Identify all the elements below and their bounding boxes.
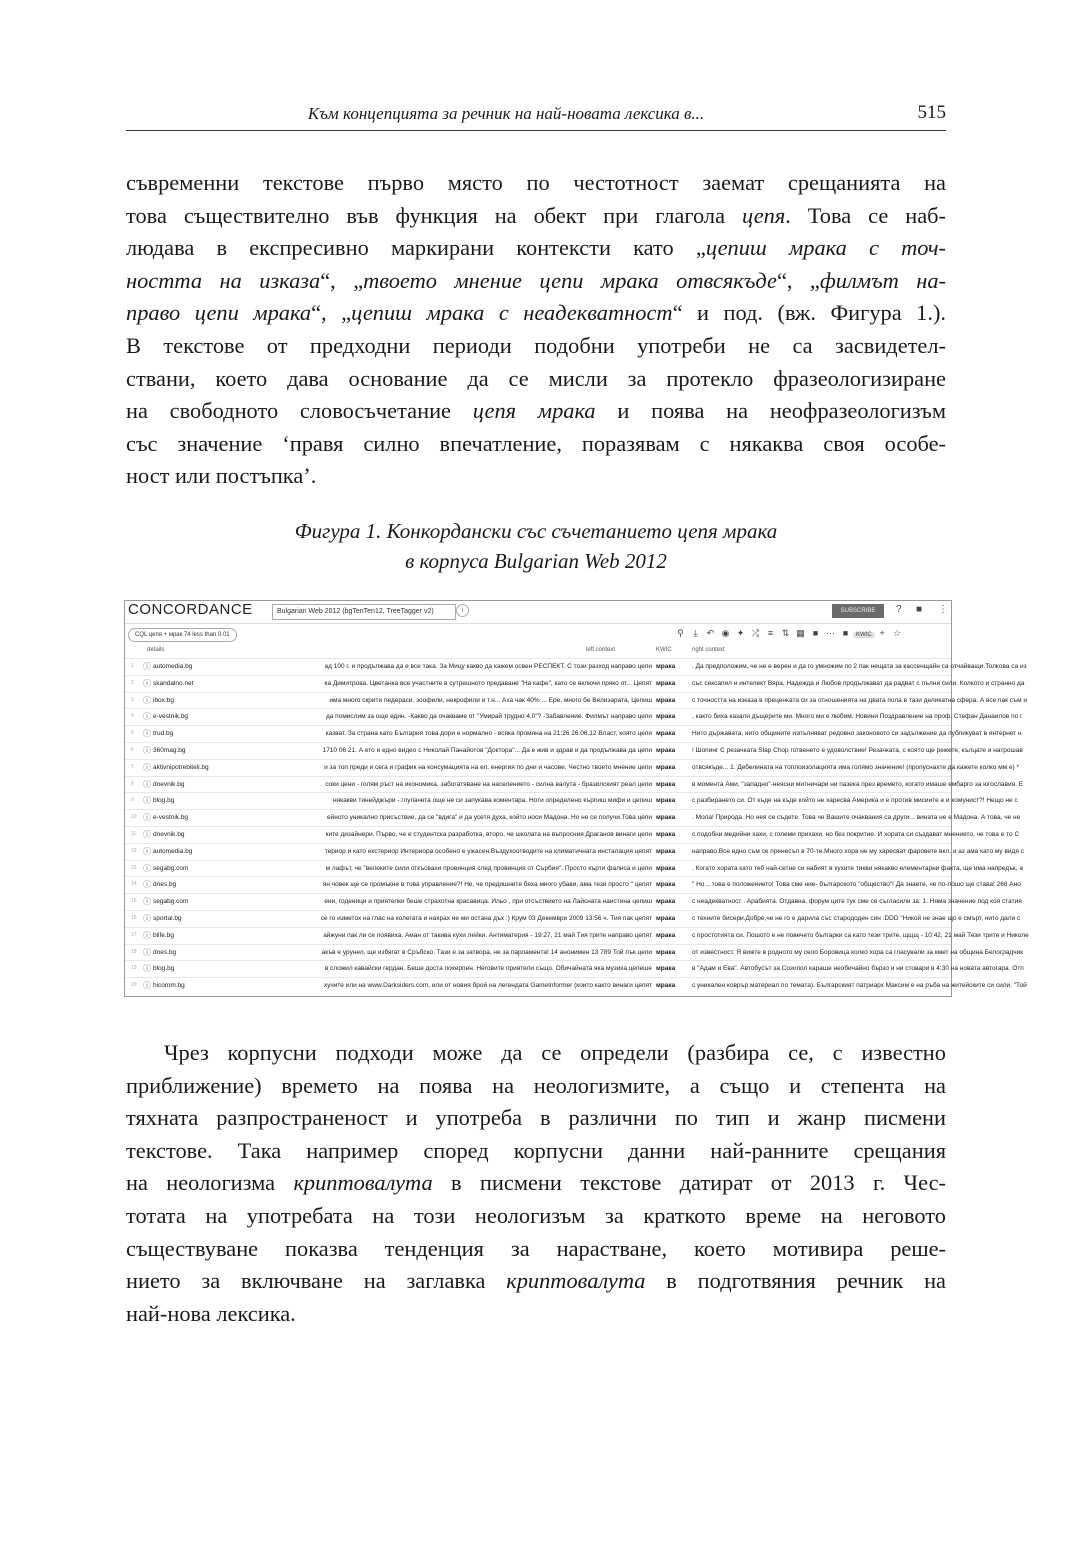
flag-icon: ■ <box>916 604 923 615</box>
kwic-token: мрака <box>656 847 676 855</box>
paragraph1-line <box>126 297 946 330</box>
italic-term: право цепи мрака <box>126 300 312 326</box>
download-icon: ⤓ <box>693 628 698 638</box>
concordance-row <box>125 910 1021 927</box>
source-site: dnevnik.bg <box>153 830 185 838</box>
concordance-row <box>125 792 1018 809</box>
text-run: съществуване показва тенденция за нарастване, което мотивира реше- <box>126 1235 946 1261</box>
paragraph2-line <box>126 1200 946 1233</box>
source-site: hicomm.bg <box>153 982 185 990</box>
text-run: съвременни текстове първо място по честотност заемат срещанията на <box>126 170 946 195</box>
kwic-token: мрака <box>656 763 676 771</box>
corpus-selector: Bulgarian Web 2012 (bgTenTen12, TreeTagger v2) <box>272 604 456 620</box>
kwic-token: мрака <box>656 814 676 822</box>
paragraph-2 <box>126 1037 946 1330</box>
text-run: на неологизма <box>126 1170 294 1196</box>
info-icon: ⓘ <box>143 930 151 940</box>
kwic-token: мрака <box>656 931 676 939</box>
text-run: “, „ <box>776 267 820 293</box>
kwic-dropdown: KWIC <box>853 632 875 638</box>
right-context: в момента Ами, "западно"-неясни митничари ни пазека през времето, когато имаше ембарго за югославия. Е <box>692 780 1024 788</box>
kwic-token: мрака <box>656 864 676 872</box>
help-icon: ? <box>896 604 902 615</box>
right-context: с техните бисери.Добре,че не го е дарила със старододен син :DDD "Никой не знае що е смърт, нито дали с <box>692 914 1021 922</box>
row-number: 4 <box>131 713 134 720</box>
subscribe-button: SUBSCRIBE <box>832 604 884 618</box>
kwic-token: мрака <box>656 914 676 922</box>
left-context: казват. За страна като България това дори е нормално - всяка промяна на 21:26 26.06.12 Власт, която цепи <box>325 730 652 738</box>
source-site: segabg.com <box>153 898 189 906</box>
paragraph1-line <box>126 330 946 363</box>
info-icon: ⓘ <box>143 762 151 772</box>
info-icon: ⓘ <box>143 813 151 823</box>
kwic-token: мрака <box>656 948 676 956</box>
info-icon: ⓘ <box>143 779 151 789</box>
left-context: акъв е урунел, ще избягат в Сръбско. Тази е за затвора, не за парламента! 14 анонимен 13 789 Той пък цепи <box>321 948 652 956</box>
text-run: в подготвяния речник на <box>645 1268 946 1294</box>
italic-term: ността на изказа <box>126 267 321 293</box>
paragraph1-line <box>126 460 946 493</box>
figure-caption-line-1: Фигура 1. Конкордански със съчетанието цепя мрака <box>294 519 778 543</box>
right-context: отвсякъде... 1. Дебелината на топлоизолацията има голямо значение! (пропуснахте да кажете колко мм е) * <box>692 763 1020 771</box>
right-context: направо.Все едно съм се пренесъл в 70-те.Много хора не му харесват фаровете вкл. и аз ама като му видя с <box>692 847 1024 855</box>
source-site: e-vestnik.bg <box>153 713 189 721</box>
row-number: 16 <box>131 914 137 921</box>
right-context: " Но... това е положението! Това сме ние- българското "общество"! Да знаете, че по-лошо ще става! 268 Ано <box>692 881 1021 889</box>
right-context: с простотията си. Пошото е не повечето българки са като тези трите. щщщ - 10:42, 21 май Тези трите и Николе <box>692 931 1029 939</box>
paragraph2-line <box>126 1070 946 1103</box>
source-site: blog.bg <box>153 797 175 805</box>
text-run: това съществително във функция на обект при глагола <box>126 202 742 228</box>
left-context: м лафът, че "велеките сили откъсвахи провинция след провинция от Сърбия". Просто кърти фалнса и цепи <box>325 864 652 872</box>
info-icon: ⓘ <box>143 863 151 873</box>
query-chip: CQL цепя + мрак 74 less than 0.01 <box>128 628 237 642</box>
kwic-token: мрака <box>656 746 676 754</box>
header-kwic: KWIC <box>656 647 672 653</box>
concordance-row <box>125 809 1021 826</box>
concordance-rows <box>125 658 1029 994</box>
concordance-row <box>125 776 1024 793</box>
paragraph1-line <box>126 232 946 265</box>
info-icon: ⓘ <box>143 712 151 722</box>
left-context: ейното уникално присъствие, да се "вдига" и да усетя духа, който носи Мадона. Но не се получи.Това цепи <box>327 814 652 822</box>
right-context: ! Шопинг С резачката Slap Chop готвенето е удоволствие! Резачката, с която ще режете, кълцате и натрошав <box>692 746 1023 754</box>
text-run: тяхната разпространеност и употреба в различни по тип и жанр писмени <box>126 1105 946 1131</box>
paragraph2-line <box>126 1298 946 1331</box>
left-context: 1710 06 21. А ето и едно видео с Николай Панайотов "Доктора"... Да е жив и здрав и да продължава да цепи <box>322 746 652 754</box>
info-icon: ⓘ <box>143 662 151 671</box>
source-site: trud.bg <box>153 730 174 738</box>
info-icon: ⓘ <box>143 981 151 991</box>
paragraph1-line <box>126 363 946 396</box>
concordance-row <box>125 893 1022 910</box>
left-context: соки цени - голям ръст на икономика, забогатяване на населението - силна валута - бразилският реал цепи <box>325 780 652 788</box>
right-context: с уникален коврър материал по темата). Българският патриарх Максим е на ръба на житейските си сили. "Той <box>692 982 1027 990</box>
right-context: , както биха казали дъщерите ми. Много ми е любим. Новини Поздравление на проф. Стефан Данаилов по г <box>692 713 1023 721</box>
info-icon: ⓘ <box>143 829 151 839</box>
left-context: някакви тинейджъри - глупачета още не си запукава коментара. Ноти определено кърпиш мифи и цепиш <box>332 797 652 805</box>
row-number: 19 <box>131 965 137 972</box>
info-icon: i <box>456 604 469 617</box>
paragraph1-line <box>126 167 946 200</box>
source-site: dnes.bg <box>153 948 177 956</box>
concordance-row <box>125 826 1020 843</box>
concordance-row <box>125 675 1025 692</box>
info-icon: ⓘ <box>143 745 151 755</box>
concordance-row <box>125 658 1027 675</box>
right-context: от известност. Я вижте в родното му село Боровица колко хора са гласували за кмет на община Белоградчик <box>692 948 1024 956</box>
text-run: със значение ‘правя силно впечатление, поразявам с някаква своя особе- <box>126 430 946 456</box>
text-run: текстове. Така например според корпусни данни най-ранните срещания <box>126 1137 946 1163</box>
row-number: 17 <box>131 931 137 938</box>
paragraph-1 <box>126 167 946 493</box>
right-context: . Да предположим, че не е верен и да го умножим по 2 пак нещата за кассенщайн са отчайващи.Толкова са из <box>692 663 1027 670</box>
left-context: се го изметох на глас на колегата и нахрах не ми остана дъх :) Крум 03 Декември 2009 13:56 ч. Тия пак цепят <box>320 914 652 922</box>
header-details: details <box>147 647 165 653</box>
row-number: 3 <box>131 696 134 703</box>
left-context: териор и като екстериор Интериора особено е ужасен.Въздухоотводите на климатичната инсталация цепят <box>324 847 652 855</box>
kwic-token: мрака <box>656 780 676 788</box>
text-run: “, „ <box>320 267 364 293</box>
left-context: ад 100 г. и продължава да е все така. За Мицу какво да кажем освен РЕСПЕКТ. С този разход направо цепи <box>324 663 652 670</box>
italic-term: цепиш мрака с неадекватност <box>351 300 673 326</box>
concordance-row <box>125 843 1024 860</box>
figure-caption <box>126 516 946 576</box>
left-context: ян човек ще се промъкне в това управление?! Не, че предишните бяха много убави, ама тези просто " цепят <box>322 881 652 889</box>
kwic-token: мрака <box>656 663 676 670</box>
concordance-row <box>125 977 1027 994</box>
source-site: segabg.com <box>153 864 189 872</box>
concordance-logo: CONCORDANCE <box>128 601 253 618</box>
kwic-token: мрака <box>656 696 676 704</box>
info-icon: ⓘ <box>143 964 151 974</box>
shuffle-icon: ⤮ <box>751 628 760 638</box>
running-head-title: Към концепцията за речник на най-новата лексика в... <box>307 104 705 123</box>
text-run: на свободното словосъчетание <box>126 398 473 424</box>
left-context: хучите или на www.Darksiders.com, или от новия брой на легендата GameInformer (които както винаги цепят <box>323 982 652 990</box>
stop-icon: ■ <box>812 628 819 638</box>
undo-icon: ↶ <box>706 628 715 638</box>
dots-icon: ⋯ <box>826 628 835 638</box>
right-context: . Когато хората като теб най-сетне си набият в кухите тикви някакво елементарни факта, ще има напредък, а <box>692 864 1023 872</box>
gear-icon: ✦ <box>736 628 745 638</box>
italic-term: цепя <box>741 202 786 228</box>
text-run: тотата на употребата на този неологизъм за краткото време на неговото <box>126 1202 946 1228</box>
kwic-token: мрака <box>656 881 676 889</box>
paragraph2-line <box>126 1167 946 1200</box>
left-context: ени, годеници и приятелки беше страхотна красавица. Ильо , при отсъствието на Лайсната наистина цепиш <box>324 898 652 906</box>
paragraph1-line <box>126 200 946 233</box>
source-site: blife.bg <box>153 931 174 939</box>
source-site: dnes.bg <box>153 881 177 889</box>
kwic-token: мрака <box>656 830 676 838</box>
italic-term: цепя мрака <box>472 398 596 424</box>
text-run: най-нова лексика. <box>126 1300 296 1326</box>
row-number: 8 <box>131 780 134 787</box>
kwic-token: мрака <box>656 898 676 906</box>
kwic-token: мрака <box>656 982 676 990</box>
right-context: със сексапил и интелект Вяра, Надежда и Любов продължават да радват с пълни сили. Колкото и странно да <box>692 679 1025 687</box>
paragraph2-line <box>126 1233 946 1266</box>
left-context: айжуни пак ли се появиха. Аман от такива кухи лейки. Антиматерия - 19:27, 21 май Тия трите направо цепят <box>323 931 652 939</box>
left-context: да помислим за още един. -Какво да очакваме от "Умирай трудно 4.0"? -Забавление. Филмът направо цепи <box>325 713 652 721</box>
page-number: 515 <box>917 102 946 123</box>
left-context: ка Димитрова. Цветанка все участните в сутрешното предаване "На кафе", като се включи пряко от... Цепят <box>324 679 652 687</box>
source-site: dnevnik.bg <box>153 780 185 788</box>
concordance-row <box>125 944 1024 961</box>
kwic-token: мрака <box>656 713 676 721</box>
text-run: “, „ <box>311 300 352 326</box>
sort-icon: ⇅ <box>781 628 790 638</box>
italic-term: филмът на- <box>819 267 946 293</box>
concordance-row <box>125 876 1021 893</box>
paragraph1-line <box>126 395 946 428</box>
source-site: aktivnipotrebiteli.bg <box>153 763 209 771</box>
info-icon: ⓘ <box>143 897 151 907</box>
left-context: ките дизайнери. Първо, че е студентска разработка, второ, че школата на въпросния Драганов винаги цепи <box>325 830 652 838</box>
concordance-figure <box>124 600 1029 997</box>
kwic-token: мрака <box>656 730 676 738</box>
row-number: 15 <box>131 898 137 905</box>
source-site: 360mag.bg <box>153 746 186 754</box>
right-context: в "Адам и Ева". Автобусът за Созопол караше необичайно бързо и ни стовари в 4:30 на новата автогара. Отп <box>692 965 1024 973</box>
header-left-context: left context <box>586 647 616 653</box>
row-number: 7 <box>131 763 134 770</box>
plus-icon: + <box>879 628 885 638</box>
italic-term: твоето мнение цепи мрака отвсякъде <box>363 267 777 293</box>
paragraph2-line <box>126 1135 946 1168</box>
concordance-row <box>125 725 1022 742</box>
kwic-token: мрака <box>656 965 676 973</box>
italic-term: криптовалута <box>506 1268 646 1294</box>
source-site: e-vestnik.bg <box>153 814 189 822</box>
row-number: 13 <box>131 864 137 871</box>
view-icon: ◉ <box>721 628 730 638</box>
source-site: skandalno.net <box>153 679 194 687</box>
paragraph2-line <box>126 1037 946 1070</box>
square-icon: ■ <box>842 628 849 638</box>
paragraph2-line <box>126 1265 946 1298</box>
row-number: 1 <box>131 663 134 669</box>
concordance-row <box>125 927 1029 944</box>
row-number: 9 <box>131 797 134 804</box>
left-context: и за топ преди и сега и график на консумацията на ел. енергия по дни и часове. Честно твоето мнение цепи <box>324 763 652 771</box>
right-context: с неадекватност . Арабията. Отдавна, форум ците тук сме се съгласили за: 1. Няма значение под коя статия <box>692 898 1022 906</box>
row-number: 18 <box>131 948 137 955</box>
text-run: “ и под. (вж. Фигура 1.). <box>672 300 946 326</box>
row-number: 11 <box>131 830 137 837</box>
kwic-token: мрака <box>656 679 676 687</box>
concordance-row <box>125 759 1020 776</box>
left-context: в сложил кавайски гердан. Беше доста похерпен. Неговите приятели също. Обичайната яка музика цепеше <box>324 965 652 973</box>
info-icon: ⓘ <box>143 796 151 806</box>
columns-icon: ▦ <box>796 628 805 638</box>
source-site: sportal.bg <box>153 914 182 922</box>
right-context: с точността на изказа в преценката си за отношенията на двата пола в тази деликатна сфера. А все пак съм и <box>692 696 1028 704</box>
concordance-row <box>125 708 1023 725</box>
paragraph2-line <box>126 1102 946 1135</box>
right-context: . Мола! Природа. Но нея се съдете. Това че Вашите очаквания са други... вината не е Мадона. А това, че не <box>692 814 1021 822</box>
star-icon: ☆ <box>893 628 902 638</box>
row-number: 20 <box>131 982 137 989</box>
right-context: с подобни медийни хахи, с големи прихахи. но без покритие. И хората си създават мнението, че това е то С <box>692 830 1020 838</box>
text-run: и поява на неофразеологизъм <box>595 398 947 424</box>
paragraph1-line <box>126 265 946 298</box>
concordance-row <box>125 692 1028 709</box>
info-icon: ⓘ <box>143 913 151 923</box>
text-run: В текстове от предходни периоди подобни употреби не са засвидетел- <box>126 332 946 358</box>
running-head <box>126 104 946 131</box>
source-site: blog.bg <box>153 965 175 973</box>
concordance-row <box>125 860 1023 877</box>
figure-tools <box>673 628 947 642</box>
row-number: 12 <box>131 847 137 854</box>
source-site: ibox.bg <box>153 696 174 704</box>
source-site: automedia.bg <box>153 847 193 855</box>
info-icon: ⓘ <box>143 846 151 856</box>
italic-term: цепиш мрака с точ- <box>705 235 946 261</box>
figure-toolbar <box>125 601 951 624</box>
row-number: 10 <box>131 814 137 821</box>
row-number: 2 <box>131 679 134 686</box>
text-run: в писмени текстове датират от 2013 г. Чес- <box>432 1170 946 1196</box>
kwic-token: мрака <box>656 797 676 805</box>
row-number: 5 <box>131 730 134 737</box>
left-context: има много скрити педераси, зоофили, некрофили и т.н... Аха чак 40% ... Ере, много бе Велизарата, Цепиш <box>329 696 652 704</box>
search-icon: ⚲ <box>677 628 684 638</box>
text-run: приближение) времето на поява на неологизмите, а също и степента на <box>126 1072 946 1098</box>
concordance-row <box>125 742 1023 759</box>
paragraph1-line <box>126 428 946 461</box>
info-icon: ⓘ <box>143 729 151 739</box>
text-run: . Това се наб- <box>785 202 946 228</box>
more-icon: ⋮ <box>938 604 948 615</box>
text-run: нието за включване на заглавка <box>126 1268 507 1294</box>
filter-icon: ≡ <box>767 628 774 638</box>
row-number: 14 <box>131 881 137 888</box>
italic-term: криптовалута <box>293 1170 433 1196</box>
text-run: ност или постъпка’. <box>126 463 317 489</box>
info-icon: ⓘ <box>143 678 151 688</box>
right-context: с разбирането си. От къде на къде който не харесва Америка и е против мисиите е и комунист?! Нещо не с <box>692 797 1018 805</box>
info-icon: ⓘ <box>143 695 151 705</box>
info-icon: ⓘ <box>143 880 151 890</box>
text-run: Чрез корпусни подходи може да се определи (разбира се, с известно <box>164 1040 946 1065</box>
text-run: ствани, което дава основание да се мисли за протекло фразеологизиране <box>126 365 946 391</box>
row-number: 6 <box>131 746 134 753</box>
info-icon: ⓘ <box>143 947 151 957</box>
concordance-header <box>125 647 951 657</box>
figure-caption-line-2: в корпуса Bulgarian Web 2012 <box>405 549 667 573</box>
header-right-context: right context <box>692 647 725 653</box>
source-site: automedia.bg <box>153 663 193 670</box>
text-run: людава в експресивно маркирани контексти като „ <box>126 235 706 261</box>
concordance-row <box>125 960 1024 977</box>
right-context: Нито държавата, нито общините изпълняват редовно законовото си задължение да публикуват в интернет н <box>692 730 1022 738</box>
